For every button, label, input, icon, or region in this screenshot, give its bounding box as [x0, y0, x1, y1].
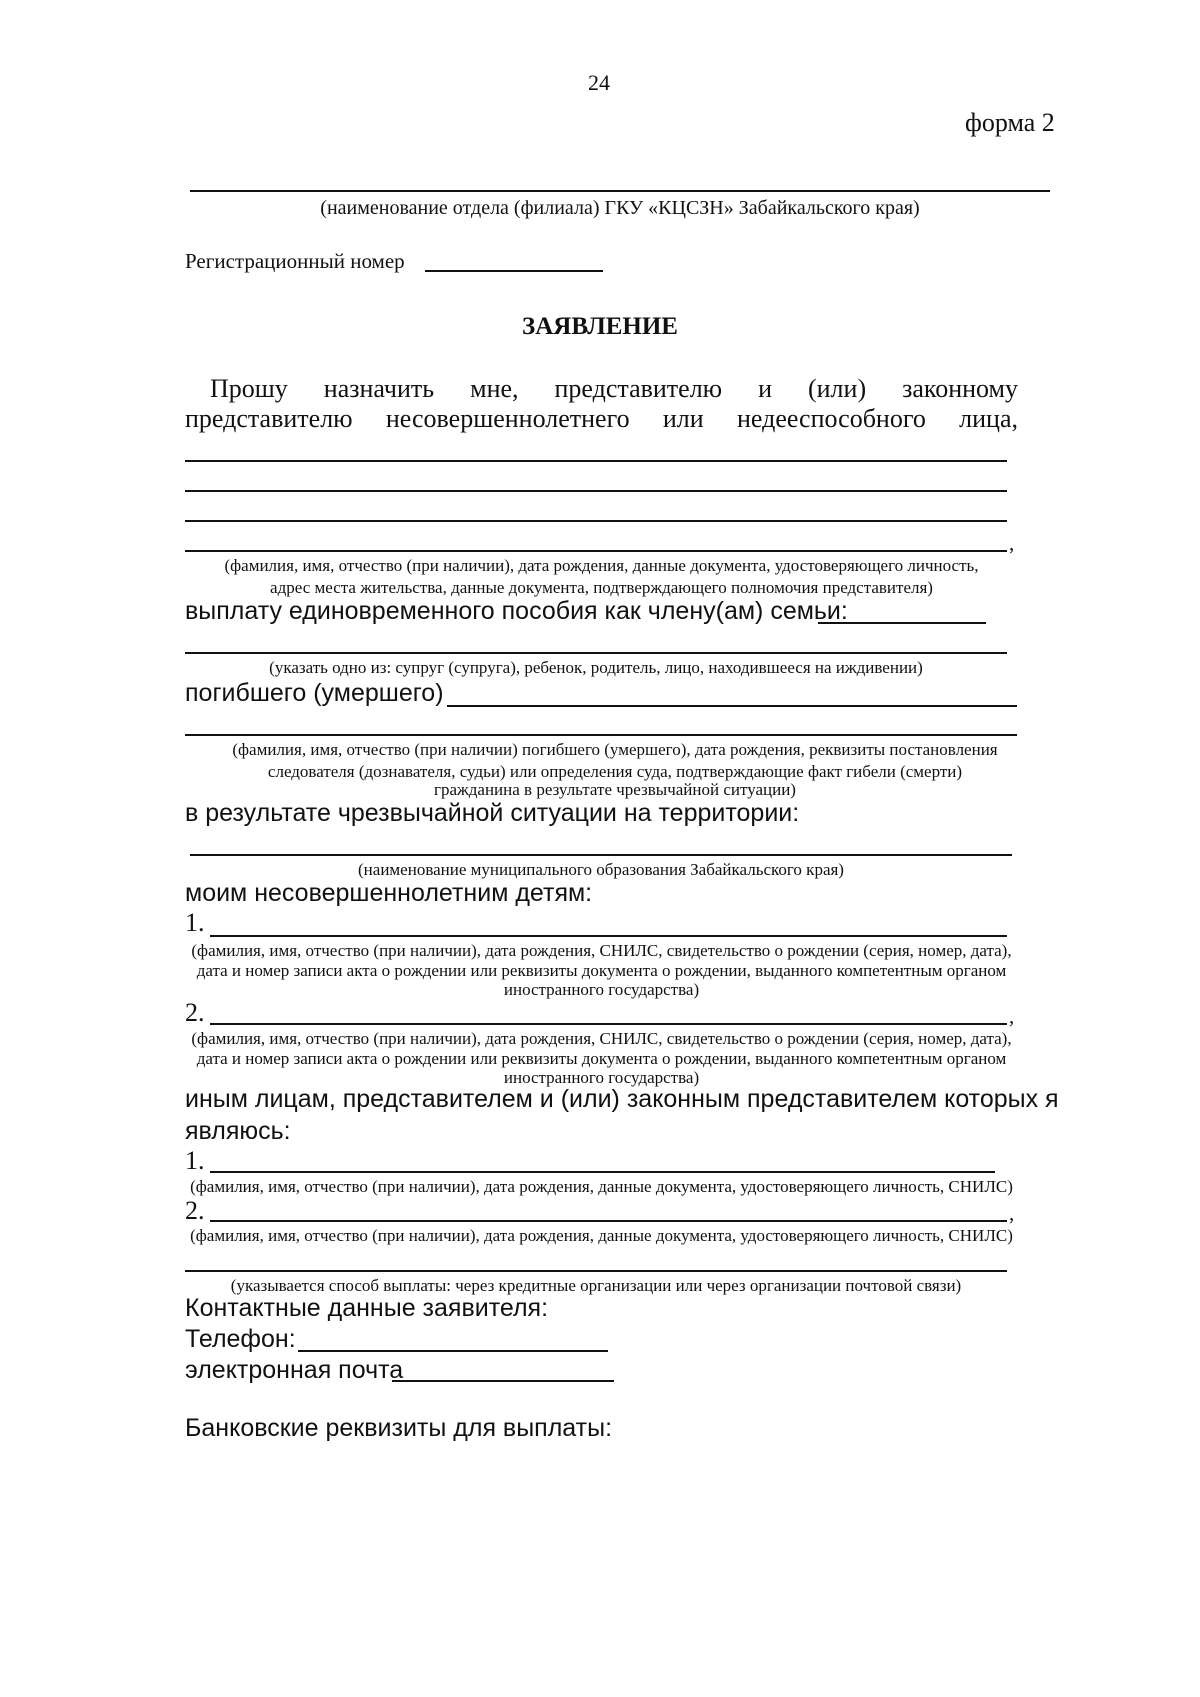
phone-field[interactable]	[298, 1350, 608, 1352]
payment-label: выплату единовременного пособия как члену(ам) семьи:	[185, 597, 848, 625]
comma: ,	[1009, 531, 1015, 555]
registration-label: Регистрационный номер	[185, 249, 405, 273]
deceased-label: погибшего (умершего)	[185, 679, 444, 707]
emergency-label: в результате чрезвычайной ситуации на территории:	[185, 799, 800, 827]
children-label: моим несовершеннолетним детям:	[185, 879, 593, 907]
other-2-number: 2.	[185, 1196, 205, 1225]
other-2-caption: (фамилия, имя, отчество (при наличии), дата рождения, данные документа, удостоверяющего личность, СНИЛС)	[190, 1226, 1013, 1245]
relation-caption: (указать одно из: супруг (супруга), ребенок, родитель, лицо, находившееся на иждивении)	[269, 658, 923, 677]
municipality-caption: (наименование муниципального образования Забайкальского края)	[358, 860, 844, 879]
child-2-caption-1: (фамилия, имя, отчество (при наличии), дата рождения, СНИЛС, свидетельство о рождении (серия, номер, дата),	[191, 1029, 1012, 1048]
department-field[interactable]	[190, 190, 1050, 192]
comma: ,	[1009, 1004, 1015, 1028]
child-1-caption-1: (фамилия, имя, отчество (при наличии), дата рождения, СНИЛС, свидетельство о рождении (серия, номер, дата),	[191, 941, 1012, 960]
deceased-caption-2: следователя (дознавателя, судьи) или определения суда, подтверждающие факт гибели (смерти)	[267, 762, 963, 781]
other-1-number: 1.	[185, 1146, 205, 1175]
payment-method-caption: (указывается способ выплаты: через кредитные организации или через организации почтовой связи)	[230, 1276, 962, 1295]
child-1-caption-3: иностранного государства)	[503, 980, 700, 999]
phone-label: Телефон:	[185, 1325, 296, 1353]
payment-method-field[interactable]	[185, 1270, 1007, 1272]
applicant-caption-2: адрес места жительства, данные документа, подтверждающего полномочия представителя)	[270, 578, 933, 597]
applicant-caption-1: (фамилия, имя, отчество (при наличии), дата рождения, данные документа, удостоверяющего личность,	[224, 556, 979, 575]
comma: ,	[1009, 1201, 1015, 1225]
municipality-field[interactable]	[190, 854, 1012, 856]
applicant-field-line-3[interactable]	[185, 520, 1007, 522]
relation-field[interactable]	[185, 652, 1007, 654]
deceased-field-2[interactable]	[185, 734, 1017, 736]
other-1-field[interactable]	[210, 1171, 995, 1173]
bank-label: Банковские реквизиты для выплаты:	[185, 1414, 613, 1442]
contacts-label: Контактные данные заявителя:	[185, 1294, 549, 1322]
other-1-caption: (фамилия, имя, отчество (при наличии), дата рождения, данные документа, удостоверяющего личность, СНИЛС)	[190, 1177, 1013, 1196]
child-2-caption-2: дата и номер записи акта о рождении или реквизиты документа о рождении, выданного компетентным органом	[196, 1049, 1007, 1068]
child-1-caption-2: дата и номер записи акта о рождении или реквизиты документа о рождении, выданного компетентным органом	[196, 961, 1007, 980]
email-label: электронная почта	[185, 1356, 404, 1384]
applicant-field-line-4[interactable]	[185, 550, 1007, 552]
page-title: ЗАЯВЛЕНИЕ	[522, 313, 678, 340]
deceased-caption-1: (фамилия, имя, отчество (при наличии) погибшего (умершего), дата рождения, реквизиты постановления	[232, 740, 998, 759]
child-2-field[interactable]	[210, 1023, 1007, 1025]
child-2-caption-3: иностранного государства)	[503, 1068, 700, 1087]
child-1-field[interactable]	[210, 935, 1007, 937]
other-2-field[interactable]	[210, 1220, 1007, 1222]
family-member-field[interactable]	[818, 622, 986, 624]
applicant-field-line-2[interactable]	[185, 490, 1007, 492]
form-label: форма 2	[965, 108, 1055, 137]
deceased-field-1[interactable]	[447, 705, 1017, 707]
email-field[interactable]	[392, 1380, 614, 1382]
applicant-field-line-1[interactable]	[185, 460, 1007, 462]
child-2-number: 2.	[185, 998, 205, 1027]
child-1-number: 1.	[185, 908, 205, 937]
deceased-caption-3: гражданина в результате чрезвычайной ситуации)	[434, 780, 796, 799]
page-number: 24	[588, 70, 610, 95]
registration-number-field[interactable]	[425, 270, 603, 272]
others-label-1: иным лицам, представителем и (или) законным представителем которых я	[185, 1085, 1059, 1113]
request-line-2: представителю несовершеннолетнего или недееспособного лица,	[185, 404, 1018, 433]
others-label-2: являюсь:	[185, 1117, 291, 1145]
request-line-1: Прошу назначить мне, представителю и (или) законному	[210, 374, 1018, 403]
department-caption: (наименование отдела (филиала) ГКУ «КЦСЗН» Забайкальского края)	[320, 197, 920, 219]
